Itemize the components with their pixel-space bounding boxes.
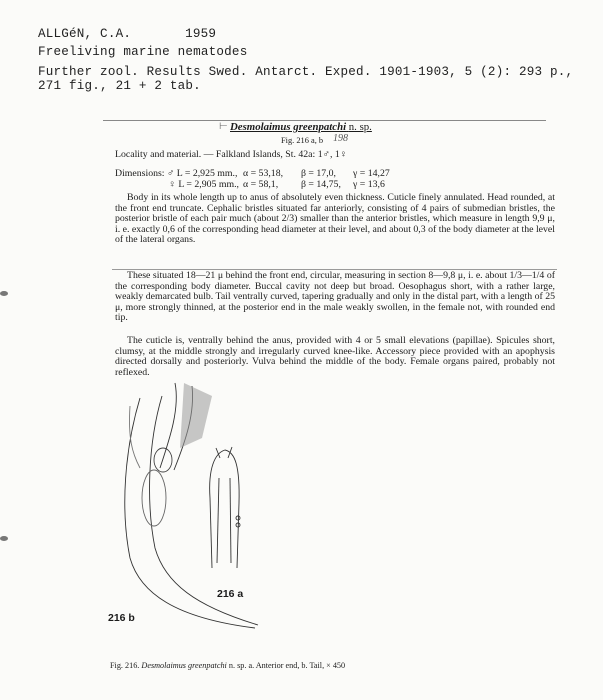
citation-line-2: 271 fig., 21 + 2 tab.	[38, 79, 201, 93]
locality-line: Locality and material. — Falkland Islands, St. 42a: 1♂, 1♀	[115, 149, 348, 160]
spicule-shading	[180, 383, 212, 448]
dimensions-row-male: Dimensions: ♂ L = 2,925 mm., α = 53,18, β = 17,0, γ = 14,27	[115, 168, 390, 179]
binder-hole-mark	[0, 536, 8, 541]
binder-hole-mark	[0, 291, 8, 296]
figure-label-b: 216 b	[108, 612, 135, 624]
description-paragraph-3: The cuticle is, ventrally behind the anus, provided with 4 or 5 small elevations (papillae). Spicules short, clumsy, at the middle strongly and irregularly curved knee-like. Accessory piece provided with an apophysis directed dorsally and posteriorly. Vulva behind the middle of the body. Female organs paired, probably not reflexed.	[115, 335, 555, 378]
description-paragraph-1: Body in its whole length up to anus of absolutely even thickness. Cuticle finely annulated. Head rounded, at the front end truncate. Cephalic bristles situated far anteriorly, consisting of 4 pairs of submedian bristles, the posterior bristle of each pair much (about 2/3) smaller than the anterior bristles, which measure in length 9,9 μ, i. e. exactly 0,6 of the corresponding head diameter at their level, and about 0,3 of the body diameter at the level of the lateral organs.	[115, 192, 555, 246]
handwritten-number: 198	[333, 133, 348, 144]
citation-line-1: Further zool. Results Swed. Antarct. Exped. 1901-1903, 5 (2): 293 p.,	[38, 65, 574, 79]
species-name: Desmolaimus greenpatchi	[230, 121, 347, 133]
dimensions-table	[115, 168, 390, 191]
author-line	[38, 27, 216, 41]
year: 1959	[185, 27, 217, 41]
tick-mark: ⊢	[219, 121, 228, 132]
figure-216	[100, 378, 400, 663]
figure-label-a: 216 a	[217, 588, 244, 600]
species-suffix: n. sp.	[348, 121, 372, 133]
dimensions-row-female: ♀ L = 2,905 mm., α = 58,1, β = 14,75, γ = 13,6	[168, 179, 385, 191]
figure-caption: Fig. 216. Desmolaimus greenpatchi n. sp. a. Anterior end, b. Tail, × 450	[110, 661, 346, 670]
species-heading	[230, 121, 372, 133]
figure-reference: Fig. 216 a, b	[281, 136, 324, 145]
work-title: Freeliving marine nematodes	[38, 45, 248, 59]
author: ALLGéN, C.A.	[38, 27, 132, 41]
anterior-end-drawing	[210, 447, 240, 568]
nematode-drawing	[100, 378, 400, 658]
description-paragraph-2: These situated 18—21 μ behind the front end, circular, measuring in section 8—9,8 μ, i. e. about 1/3—1/4 of the corresponding body diameter. Buccal cavity not deep but broad. Oesophagus short, with a rather large, weakly demarcated bulb. Tail ventrally curved, tapering gradually and only in the distal part, with a length of 25 μ, more strongly thinned, at the posterior end in the male weakly swollen, in the female not, with rounded end tip.	[115, 270, 555, 324]
